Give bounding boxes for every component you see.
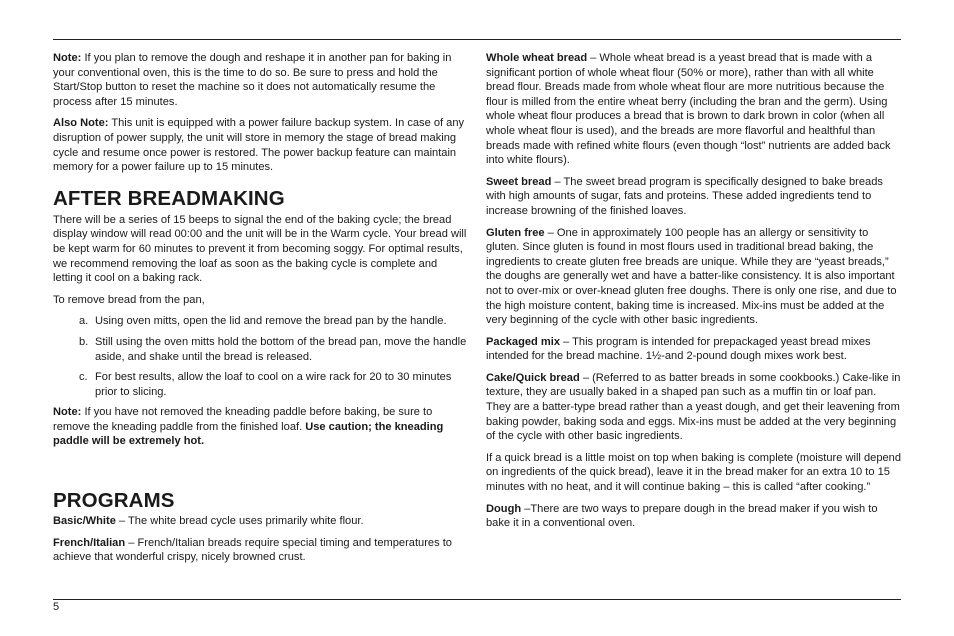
packaged-mix-paragraph xyxy=(486,335,902,364)
note-label: Note: xyxy=(53,52,82,64)
basic-white-paragraph xyxy=(53,514,468,529)
left-column xyxy=(53,51,468,572)
gluten-free-text: – One in approximately 100 people has an allergy or sensitivity to gluten. Since gluten is found in most flours used in traditional bread baking, the ingredients to create gluten free breads are unique. While they are “yeast breads,” the doughs are generally wet and have a batter-like consistency. It is also important not to over-mix or over-knead gluten free doughs. There is only one rise, and due to the high moisture content, baking time is increased. Mix-ins must be added at the very beginning of the cycle with other basic ingredients. xyxy=(486,226,897,327)
step-a xyxy=(53,314,468,329)
sweet-bread-paragraph xyxy=(486,175,902,219)
whole-wheat-label: Whole wheat bread xyxy=(486,52,588,64)
step-marker: b. xyxy=(79,335,89,348)
after-breadmaking-paragraph: There will be a series of 15 beeps to signal the end of the baking cycle; the bread display window will read 00:00 and the unit will be in the Warm cycle. Your bread will be kept warm for 60 minutes to prevent it from becoming soggy. For optimal results, we recommend removing the loaf as soon as the baking cycle is complete and letting it cool on a baking rack. xyxy=(53,213,467,285)
note-label: Note: xyxy=(53,406,82,419)
whole-wheat-paragraph xyxy=(486,51,902,168)
packaged-mix-text: – This program is intended for prepackaged yeast bread mixes intended for the bread machine. 1½-and 2-pound dough mixes work best. xyxy=(486,335,871,363)
bottom-rule xyxy=(53,599,901,600)
also-note-text: This unit is equipped with a power failure backup system. In case of any disruption of power supply, the unit will store in memory the stage of bread making cycle and resume once power is restored. The power backup feature can maintain memory for a power failure up to 15 minutes. xyxy=(53,117,465,174)
step-text: Using oven mitts, open the lid and remove the bread pan by the handle. xyxy=(95,315,447,328)
also-note-label: Also Note: xyxy=(53,117,109,130)
note-text: If you have not removed the kneading paddle before baking, be sure to remove the kneading paddle from the finished loaf. xyxy=(53,406,433,433)
right-column xyxy=(486,51,902,538)
gluten-free-paragraph xyxy=(486,226,902,328)
packaged-mix-label: Packaged mix xyxy=(486,335,560,348)
caution-text: Use caution; the kneading paddle will be extremely hot. xyxy=(53,420,444,448)
quick-bread-moist-note: If a quick bread is a little moist on top when baking is complete (moisture will depend on ingredients of the quick bread), leave it in the bread maker for an extra 10 to 15 minutes with no heat, and it will continue baking – this is called “after cooking.” xyxy=(486,451,901,494)
remove-bread-intro: To remove bread from the pan, xyxy=(53,293,205,306)
remove-bread-steps xyxy=(53,314,468,399)
also-note-paragraph xyxy=(53,116,468,174)
cake-quick-bread-text: – (Referred to as batter breads in some cookbooks.) Cake-like in texture, they are usually baked in a shaped pan such as a muffin tin or loaf pan. They are a batter-type bread rather than a yeast dough, and get their leavening from baking powder, baking soda and eggs. Mix-ins must be added at the very beginning of the cycle with other basic ingredients. xyxy=(486,371,901,443)
dough-paragraph xyxy=(486,502,902,531)
step-c xyxy=(53,370,468,399)
cake-quick-bread-label: Cake/Quick bread xyxy=(486,371,580,384)
top-rule xyxy=(53,39,901,40)
step-text: For best results, allow the loaf to cool on a wire rack for 20 to 30 minutes prior to slicing. xyxy=(95,371,452,398)
step-text: Still using the oven mitts hold the bottom of the bread pan, move the handle aside, and shake until the bread is released. xyxy=(95,335,467,363)
page-number: 5 xyxy=(53,601,60,613)
dough-text: –There are two ways to prepare dough in the bread maker if you wish to bake it in a conventional oven. xyxy=(486,502,878,530)
note-paragraph xyxy=(53,51,468,109)
basic-white-label: Basic/White xyxy=(53,515,116,528)
french-italian-paragraph xyxy=(53,536,468,565)
sweet-bread-text: – The sweet bread program is specifically designed to bake breads with high amounts of sugar, fats and proteins. These added ingredients tend to increase browning of the finished loaves. xyxy=(486,175,883,217)
programs-heading: PROGRAMS xyxy=(53,489,175,513)
sweet-bread-label: Sweet bread xyxy=(486,175,552,188)
dough-label: Dough xyxy=(486,502,522,515)
french-italian-text: – French/Italian breads require special timing and temperatures to achieve that wonderful crispy, nicely browned crust. xyxy=(53,536,452,564)
after-breadmaking-heading: AFTER BREADMAKING xyxy=(53,186,285,210)
step-b xyxy=(53,335,468,364)
whole-wheat-text: – Whole wheat bread is a yeast bread that is made with a significant portion of whole wheat flour (50% or more), rather than with all white bread flour. Breads made from whole wheat flour are more nutritious because the flour is milled from the entire wheat berry (including the bran and the germ). Using whole wheat flour produces a bread that is brown to dark brown in color (when all whole wheat flour is used), and the breads are more flavorful and healthful than breads made with refined white flours (even though “lost” nutrients are added back into white flours). xyxy=(486,52,891,167)
gluten-free-label: Gluten free xyxy=(486,226,545,239)
note-text: If you plan to remove the dough and reshape it in another pan for baking in your conventional oven, this is the time to do so. Be sure to press and hold the Start/Stop button to reset the machine so it does not automatically resume the process after 15 minutes. xyxy=(53,52,452,108)
step-marker: c. xyxy=(79,371,88,384)
step-marker: a. xyxy=(79,315,89,328)
french-italian-label: French/Italian xyxy=(53,536,126,549)
kneading-paddle-note xyxy=(53,405,468,449)
cake-quick-bread-paragraph xyxy=(486,371,902,444)
basic-white-text: – The white bread cycle uses primarily white flour. xyxy=(115,515,364,528)
